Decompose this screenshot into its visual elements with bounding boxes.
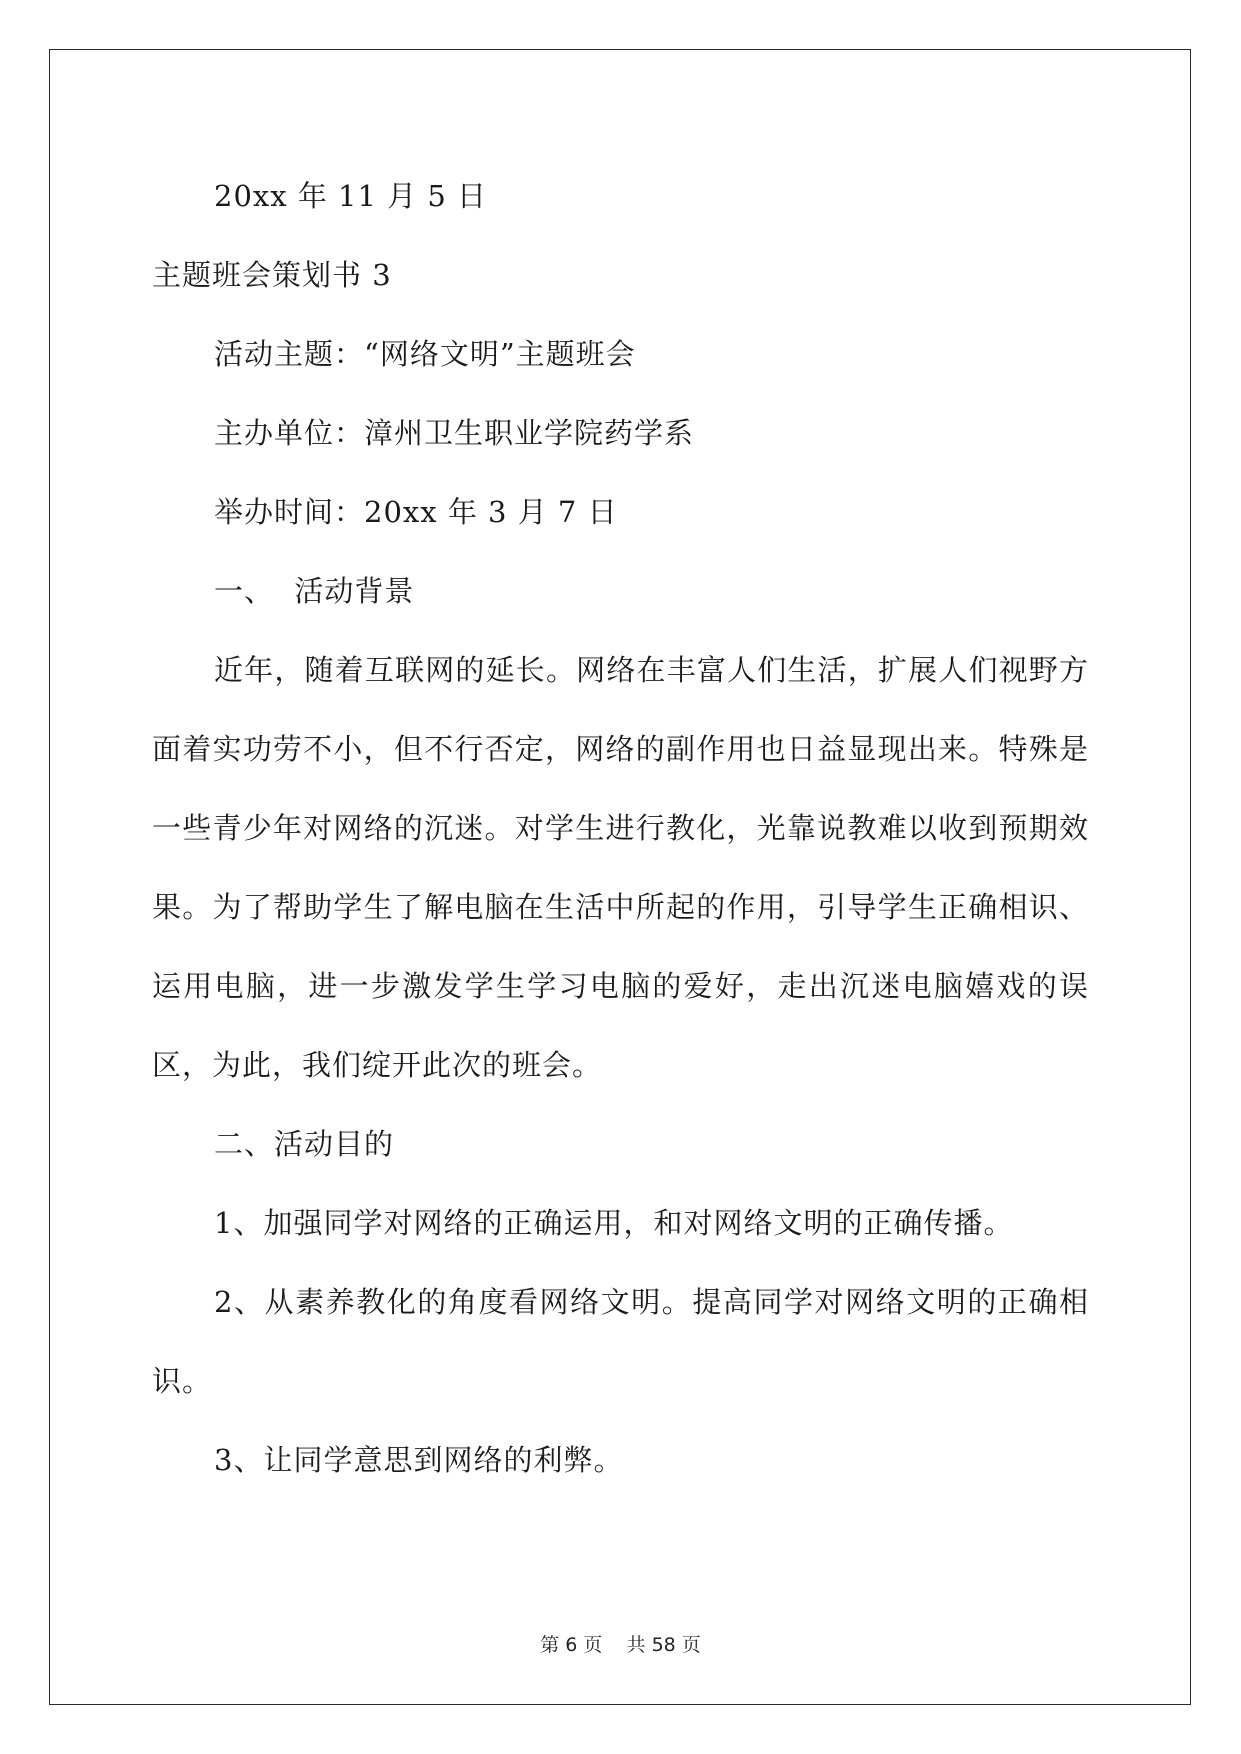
date-line: 20xx 年 11 月 5 日 bbox=[214, 179, 488, 213]
page-footer bbox=[0, 1630, 1241, 1657]
purpose-item-2: 2、从素养教化的角度看网络文明。提高同学对网络文明的正确相识。 bbox=[152, 1285, 1089, 1398]
page-number: 第 6 页 共 58 页 bbox=[540, 1634, 701, 1656]
activity-theme: 活动主题：“网络文明”主题班会 bbox=[214, 337, 636, 371]
organizer-line: 主办单位：漳州卫生职业学院药学系 bbox=[214, 416, 695, 450]
event-time: 举办时间：20xx 年 3 月 7 日 bbox=[214, 495, 618, 529]
purpose-item-1: 1、加强同学对网络的正确运用，和对网络文明的正确传播。 bbox=[214, 1206, 1014, 1240]
background-paragraph: 近年，随着互联网的延长。网络在丰富人们生活，扩展人们视野方面着实功劳不小，但不行否定，网络的副作用也日益显现出来。特殊是一些青少年对网络的沉迷。对学生进行教化，光靠说教难以收到预期效果。为了帮助学生了解电脑在生活中所起的作用，引导学生正确相识、运用电脑，进一步激发学生学习电脑的爱好，走出沉迷电脑嬉戏的误区，为此，我们绽开此次的班会。 bbox=[152, 653, 1089, 1082]
section-heading-background: 一、 活动背景 bbox=[214, 574, 415, 608]
document-title: 主题班会策划书 3 bbox=[152, 258, 392, 292]
document-body bbox=[152, 157, 1089, 1500]
section-heading-purpose: 二、活动目的 bbox=[214, 1127, 395, 1161]
purpose-item-3: 3、让同学意思到网络的利弊。 bbox=[214, 1443, 624, 1477]
